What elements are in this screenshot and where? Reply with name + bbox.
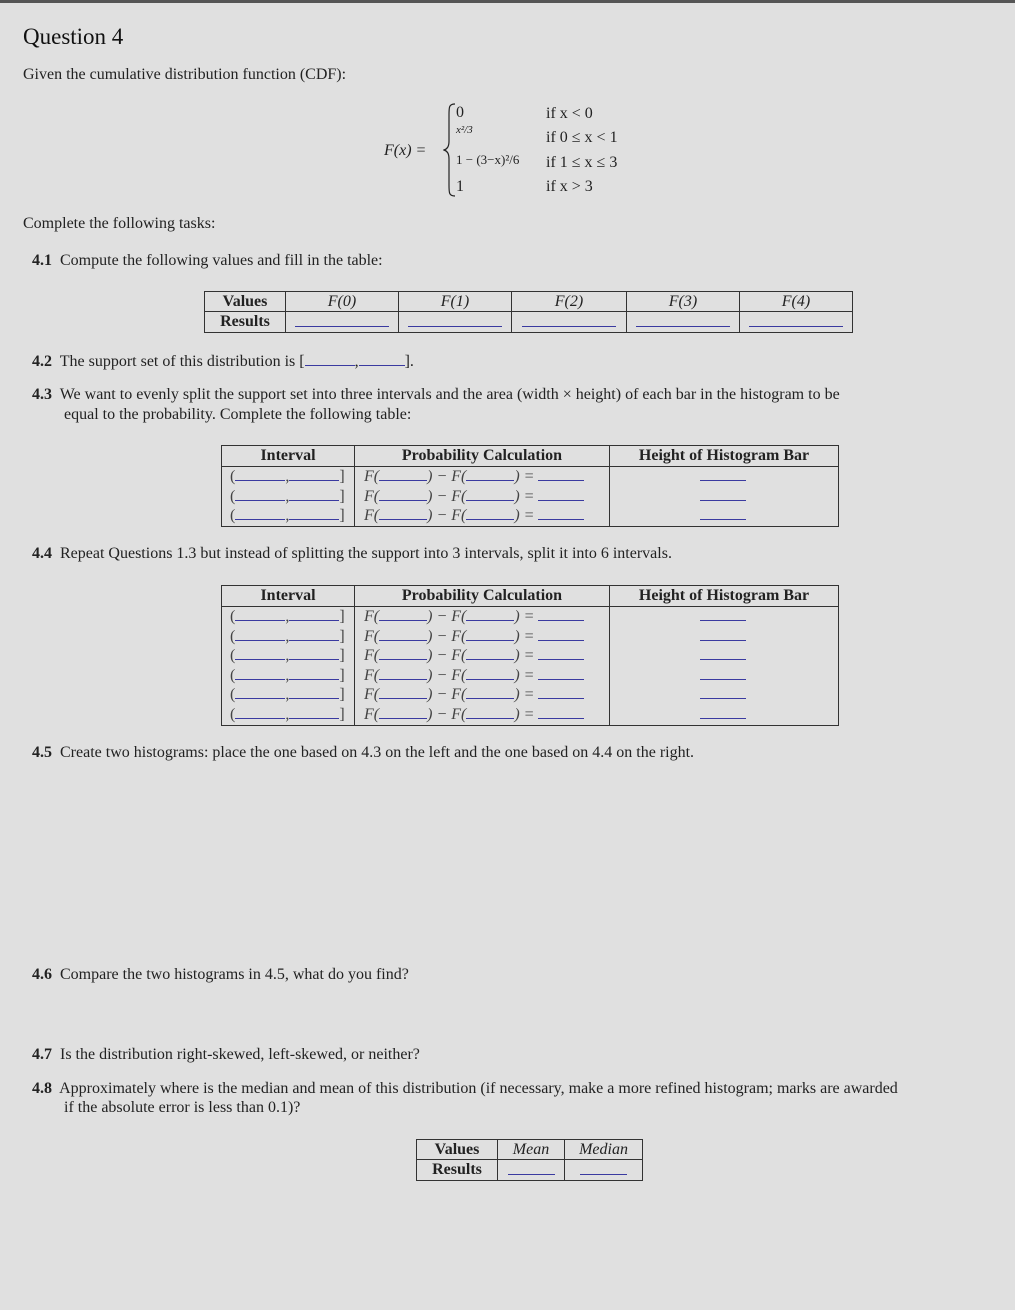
interval-upper-blank[interactable] (289, 627, 339, 641)
q43-number: 4.3 (32, 386, 52, 403)
q43-prompt (32, 386, 840, 404)
interval-open: ( (230, 468, 236, 485)
interval6-row-1 (222, 607, 838, 627)
q48-row-label-results: Results (417, 1160, 498, 1181)
probability-cell[interactable] (364, 506, 604, 526)
q46-answer-area[interactable] (32, 990, 992, 1045)
height-cell[interactable] (700, 627, 747, 647)
f-open: F( (364, 666, 380, 684)
q48-line1: Approximately where is the median and mean of this distribution (if necessary, make a more refined histogram; marks are awarded (59, 1080, 898, 1097)
interval-cell[interactable] (230, 627, 360, 647)
f-equals: ) = (514, 487, 535, 505)
interval-upper-blank[interactable] (289, 666, 339, 680)
height-blank[interactable] (700, 487, 746, 501)
height-blank[interactable] (700, 705, 746, 719)
f-open: F( (364, 507, 380, 524)
q45-prompt (32, 744, 694, 762)
interval-upper-blank[interactable] (289, 467, 339, 481)
height-blank[interactable] (700, 666, 746, 680)
cdf-case-expr-1: 0 (456, 104, 464, 121)
interval-close: ] (339, 487, 345, 505)
interval-cell[interactable] (230, 467, 360, 487)
q41-row-label-values: Values (205, 292, 286, 312)
interval-lower-blank[interactable] (235, 506, 285, 520)
height-blank[interactable] (700, 646, 746, 660)
f-upper-blank[interactable] (379, 666, 427, 680)
interval-comma: , (285, 487, 290, 505)
probability-cell[interactable] (364, 467, 604, 487)
f-equals: ) = (514, 468, 535, 485)
interval-lower-blank[interactable] (235, 646, 285, 660)
q41-header-f2: F(2) (512, 292, 627, 312)
interval-upper-blank[interactable] (289, 646, 339, 660)
interval6-row-2 (222, 627, 838, 647)
q48-prompt (32, 1080, 898, 1098)
height-cell[interactable] (700, 646, 747, 666)
f-minus: ) − F( (427, 686, 467, 703)
q41-answer-f3[interactable] (627, 312, 740, 333)
f-lower-blank[interactable] (466, 705, 514, 719)
q42-prompt (32, 353, 414, 371)
q44-text: Repeat Questions 1.3 but instead of splitting the support into 3 intervals, split it into 6 intervals. (60, 545, 672, 562)
q41-answer-f2[interactable] (512, 312, 627, 333)
probability-cell[interactable] (364, 705, 604, 725)
interval-table-3 (221, 445, 839, 527)
height-blank[interactable] (700, 506, 746, 520)
f-equals: ) = (514, 647, 535, 664)
interval-lower-blank[interactable] (235, 467, 285, 481)
interval-comma: , (285, 468, 290, 485)
probability-result-blank[interactable] (538, 607, 584, 621)
q43-line1: We want to evenly split the support set into three intervals and the area (width × height) of each bar in the histogram to be (59, 386, 840, 403)
cdf-case-expr-4: 1 (456, 178, 464, 195)
f-equals: ) = (514, 705, 535, 723)
f-upper-blank[interactable] (379, 705, 427, 719)
q41-answer-f4[interactable] (740, 312, 853, 333)
interval-lower-blank[interactable] (235, 627, 285, 641)
interval6-row-6 (222, 705, 838, 725)
interval-close: ] (339, 666, 345, 684)
probability-cell[interactable] (364, 607, 604, 627)
interval-header: Interval (222, 446, 354, 467)
probability-header: Probability Calculation (355, 446, 609, 467)
f-equals: ) = (514, 666, 535, 684)
f-minus: ) − F( (427, 507, 467, 524)
interval-cell[interactable] (230, 506, 360, 526)
height-blank[interactable] (700, 685, 746, 699)
f-open: F( (364, 487, 380, 505)
q45-number: 4.5 (32, 744, 52, 761)
cdf-case-cond-4: if x > 3 (546, 178, 593, 195)
q41-header-f4: F(4) (740, 292, 853, 312)
f-upper-blank[interactable] (379, 506, 427, 520)
q42-end: ]. (404, 353, 414, 370)
interval3-row-2 (222, 487, 838, 507)
f-minus: ) − F( (427, 627, 467, 645)
intro-text: Given the cumulative distribution function (CDF): (23, 66, 347, 83)
cdf-case-expr-3: 1 − (3−x)²/6 (456, 152, 520, 167)
interval-close: ] (339, 705, 345, 723)
probability-cell[interactable] (364, 646, 604, 666)
q44-prompt (32, 545, 672, 563)
q48-header-median: Median (565, 1140, 643, 1160)
interval-upper-blank[interactable] (289, 705, 339, 719)
q41-row-label-results: Results (205, 312, 286, 333)
height-cell[interactable] (700, 666, 747, 686)
interval-open: ( (230, 686, 236, 703)
f-open: F( (364, 647, 380, 664)
cdf-case-expr-2: x²/3 (456, 124, 473, 136)
height-cell[interactable] (700, 705, 747, 725)
interval-open: ( (230, 666, 236, 684)
interval-close: ] (339, 686, 345, 703)
interval-close: ] (339, 468, 345, 485)
interval-cell[interactable] (230, 607, 360, 627)
height-header-6: Height of Histogram Bar (610, 586, 838, 607)
probability-result-blank[interactable] (538, 506, 584, 520)
q48-number: 4.8 (32, 1080, 52, 1097)
interval6-row-5 (222, 685, 838, 705)
q47-prompt (32, 1046, 420, 1064)
probability-result-blank[interactable] (538, 467, 584, 481)
q48-line2: if the absolute error is less than 0.1)? (64, 1099, 301, 1116)
interval-upper-blank[interactable] (289, 685, 339, 699)
interval-cell[interactable] (230, 685, 360, 705)
question-title: Question 4 (23, 24, 124, 49)
f-minus: ) − F( (427, 705, 467, 723)
f-upper-blank[interactable] (379, 646, 427, 660)
interval-cell[interactable] (230, 705, 360, 725)
interval-open: ( (230, 507, 236, 524)
probability-cell[interactable] (364, 666, 604, 686)
interval-open: ( (230, 705, 236, 723)
probability-result-blank[interactable] (538, 705, 584, 719)
f-upper-blank[interactable] (379, 467, 427, 481)
q42-number: 4.2 (32, 353, 52, 370)
q41-table (204, 291, 853, 333)
interval-cell[interactable] (230, 646, 360, 666)
f-lower-blank[interactable] (466, 607, 514, 621)
q48-header-mean: Mean (498, 1140, 565, 1160)
median-answer[interactable] (565, 1160, 643, 1181)
f-upper-blank[interactable] (379, 607, 427, 621)
f-equals: ) = (514, 627, 535, 645)
height-cell[interactable] (700, 685, 747, 705)
cdf-case-cond-3: if 1 ≤ x ≤ 3 (546, 154, 618, 171)
mean-answer[interactable] (498, 1160, 565, 1181)
q47-number: 4.7 (32, 1046, 52, 1063)
interval-cell[interactable] (230, 487, 360, 507)
interval-comma: , (285, 627, 290, 645)
q41-answer-f1[interactable] (399, 312, 512, 333)
support-lower-blank[interactable] (305, 353, 355, 366)
q47-text: Is the distribution right-skewed, left-skewed, or neither? (60, 1046, 420, 1063)
interval-comma: , (285, 686, 290, 703)
brace-icon (443, 103, 457, 197)
interval-upper-blank[interactable] (289, 506, 339, 520)
height-blank[interactable] (700, 607, 746, 621)
interval-open: ( (230, 647, 236, 664)
interval6-row-3 (222, 646, 838, 666)
f-lower-blank[interactable] (466, 506, 514, 520)
interval-table-6 (221, 585, 839, 726)
q44-number: 4.4 (32, 545, 52, 562)
q46-prompt (32, 966, 409, 984)
f-minus: ) − F( (427, 468, 467, 485)
interval3-row-1 (222, 467, 838, 487)
height-cell[interactable] (700, 607, 747, 627)
support-upper-blank[interactable] (359, 353, 405, 366)
interval-upper-blank[interactable] (289, 607, 339, 621)
interval-comma: , (285, 507, 290, 524)
interval-open: ( (230, 627, 236, 645)
f-lower-blank[interactable] (466, 487, 514, 501)
height-cell[interactable] (700, 467, 747, 487)
height-blank[interactable] (700, 627, 746, 641)
f-upper-blank[interactable] (379, 487, 427, 501)
interval-lower-blank[interactable] (235, 685, 285, 699)
interval-comma: , (285, 608, 290, 625)
interval-open: ( (230, 487, 236, 505)
f-open: F( (364, 627, 380, 645)
f-open: F( (364, 686, 380, 703)
f-minus: ) − F( (427, 647, 467, 664)
interval-close: ] (339, 608, 345, 625)
f-lower-blank[interactable] (466, 467, 514, 481)
probability-result-blank[interactable] (538, 646, 584, 660)
q43-line2: equal to the probability. Complete the following table: (64, 406, 412, 423)
f-lower-blank[interactable] (466, 666, 514, 680)
f-minus: ) − F( (427, 608, 467, 625)
probability-cell[interactable] (364, 685, 604, 705)
q41-header-f3: F(3) (627, 292, 740, 312)
interval-header-6: Interval (222, 586, 354, 607)
interval-comma: , (285, 666, 290, 684)
probability-result-blank[interactable] (538, 487, 584, 501)
q41-header-f1: F(1) (399, 292, 512, 312)
interval3-row-3 (222, 506, 838, 526)
cdf-case-cond-2: if 0 ≤ x < 1 (546, 129, 618, 146)
q48-row-label-values: Values (417, 1140, 498, 1160)
interval-cell[interactable] (230, 666, 360, 686)
q41-text: Compute the following values and fill in the table: (60, 252, 383, 269)
q41-prompt (32, 252, 383, 270)
probability-header-6: Probability Calculation (355, 586, 609, 607)
interval-lower-blank[interactable] (235, 487, 285, 501)
interval-lower-blank[interactable] (235, 666, 285, 680)
interval-lower-blank[interactable] (235, 607, 285, 621)
probability-cell[interactable] (364, 627, 604, 647)
f-lower-blank[interactable] (466, 646, 514, 660)
q46-number: 4.6 (32, 966, 52, 983)
interval-comma: , (285, 705, 290, 723)
f-open: F( (364, 705, 380, 723)
f-open: F( (364, 608, 380, 625)
f-upper-blank[interactable] (379, 685, 427, 699)
q41-header-f0: F(0) (286, 292, 399, 312)
interval-close: ] (339, 507, 345, 524)
interval-open: ( (230, 608, 236, 625)
probability-cell[interactable] (364, 487, 604, 507)
f-equals: ) = (514, 608, 535, 625)
probability-result-blank[interactable] (538, 666, 584, 680)
q46-text: Compare the two histograms in 4.5, what do you find? (60, 966, 409, 983)
q41-number: 4.1 (32, 252, 52, 269)
q42-comma: , (354, 353, 359, 370)
height-header: Height of Histogram Bar (610, 446, 838, 467)
f-upper-blank[interactable] (379, 627, 427, 641)
f-lower-blank[interactable] (466, 627, 514, 641)
interval-upper-blank[interactable] (289, 487, 339, 501)
q45-text: Create two histograms: place the one based on 4.3 on the left and the one based on 4.4 on the right. (60, 744, 695, 761)
q42-text: The support set of this distribution is [ (59, 353, 305, 370)
height-blank[interactable] (700, 467, 746, 481)
probability-result-blank[interactable] (538, 627, 584, 641)
cdf-lhs: F(x) = (384, 142, 427, 159)
f-lower-blank[interactable] (466, 685, 514, 699)
interval6-row-4 (222, 666, 838, 686)
height-cell[interactable] (700, 487, 747, 507)
f-open: F( (364, 468, 380, 485)
cdf-case-cond-1: if x < 0 (546, 105, 593, 122)
q41-answer-f0[interactable] (286, 312, 399, 333)
f-minus: ) − F( (427, 666, 467, 684)
interval-close: ] (339, 627, 345, 645)
q48-table (416, 1139, 643, 1181)
top-border (0, 0, 1015, 3)
f-equals: ) = (514, 686, 535, 703)
height-cell[interactable] (700, 506, 747, 526)
f-equals: ) = (514, 507, 535, 524)
interval-close: ] (339, 647, 345, 664)
interval-lower-blank[interactable] (235, 705, 285, 719)
interval-comma: , (285, 647, 290, 664)
histogram-drawing-area[interactable] (32, 770, 992, 960)
probability-result-blank[interactable] (538, 685, 584, 699)
f-minus: ) − F( (427, 487, 467, 505)
tasks-intro: Complete the following tasks: (23, 215, 216, 232)
